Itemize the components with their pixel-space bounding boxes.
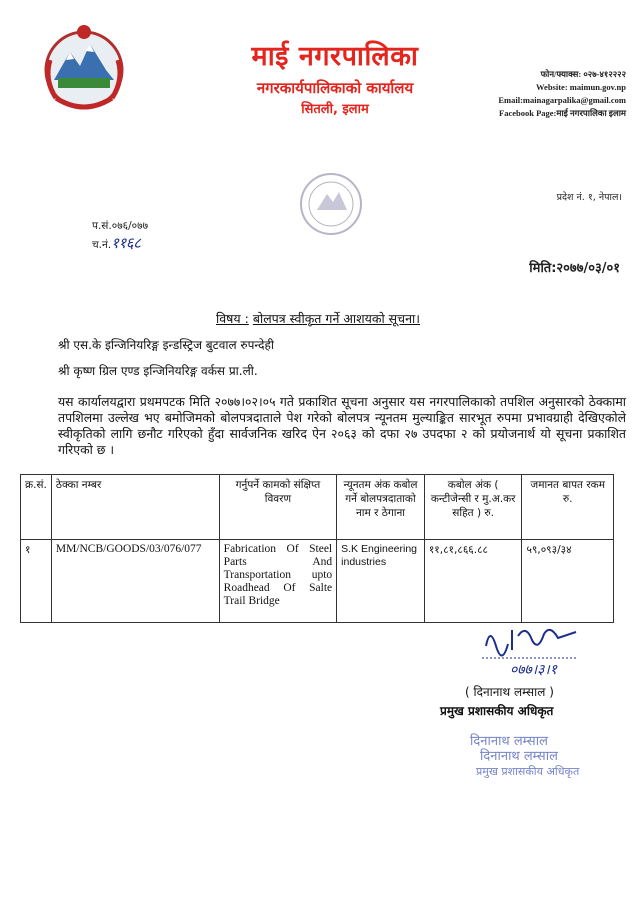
col-header-bid-amount: कबोल अंक ( कन्टीजेन्सी र मु.अ.कर सहित ) रु. <box>424 475 522 540</box>
addressee-2: श्री कृष्ण ग्रिल एण्ड इन्जिनियरिङ्ग वर्कस प्रा.ली. <box>58 364 258 378</box>
contact-block <box>476 68 626 120</box>
col-header-description: गर्नुपर्ने कामको संक्षिप्त विवरण <box>219 475 336 540</box>
cell-sn: १ <box>21 540 52 623</box>
table-row <box>21 540 614 623</box>
notice-body: यस कार्यालयद्वारा प्रथमपटक मिति २०७७।०२।०५ गते प्रकाशित सूचना अनुसार यस नगरपालिकाको तपशिल अनुसारको ठेक्कामा तपशिलमा उल्लेख भए बमोजिमको बोलपत्रदाताले पेश गरेको बोलपत्र न्यूनतम मुल्याङ्कित सारभूत रुपमा प्रभावग्राही देखिएकोले स्वीकृतिको लागि छनौट गरिएको हुँदा सार्वजनिक खरिद ऐन २०६३ को दफा २७ उपदफा २ को प्रयोजनार्थ यो सूचना प्रकाशित गरिएको छ । <box>58 394 626 457</box>
official-name-stamp <box>470 734 579 779</box>
addressee-1: श्री एस.के इन्जिनियरिङ्ग इन्डस्ट्रिज बुटवाल रुपन्देही <box>58 338 274 352</box>
cell-description: Fabrication Of Steel Parts And Transportation upto Roadhead Of Salte Trail Bridge <box>219 540 336 623</box>
contact-facebook: Facebook Page:माई नगरपालिका इलाम <box>499 108 626 118</box>
stamp-line-1: दिनानाथ लम्साल <box>470 734 548 749</box>
stamp-line-2: दिनानाथ लम्साल <box>480 749 558 764</box>
signatory-title: प्रमुख प्रशासकीय अधिकृत <box>440 704 554 718</box>
office-name: नगरकार्यपालिकाको कार्यालय <box>256 79 414 97</box>
table-header-row <box>21 475 614 540</box>
municipality-name: माई नगरपालिका <box>251 41 419 72</box>
cell-security: ५९,०९३/३४ <box>522 540 614 623</box>
chalani-number <box>92 235 148 254</box>
subject-text: बोलपत्र स्वीकृत गर्ने आशयको सूचना। <box>252 311 420 326</box>
nepal-government-emblem-icon <box>36 20 132 116</box>
col-header-bidder: न्यूनतम अंक कबोल गर्ने बोलपत्रदाताको नाम र ठेगाना <box>337 475 425 540</box>
cell-bidder: S.K Engineering industries <box>337 540 425 623</box>
cell-contract-no: MM/NCB/GOODS/03/076/077 <box>51 540 219 623</box>
letter-date: मिति:२०७७/०३/०१ <box>529 261 620 276</box>
office-location: सितली, इलाम <box>301 102 369 117</box>
subject-line <box>0 310 636 327</box>
province-label: प्रदेश नं. १, नेपाल। <box>556 192 622 203</box>
subject-label: विषय : <box>215 311 249 326</box>
signatory-name: ( दिनानाथ लम्साल ) <box>465 685 554 699</box>
chalani-label: च.नं. <box>92 239 112 251</box>
contact-email: Email:mainagarpalika@gmail.com <box>498 95 626 105</box>
col-header-security: जमानत बापत रकम रु. <box>522 475 614 540</box>
contact-website: Website: maimun.gov.np <box>536 82 626 92</box>
letterhead <box>220 40 450 120</box>
bid-table <box>20 474 614 623</box>
cell-bid-amount: ११,८१,८६६.८८ <box>424 540 522 623</box>
faint-office-stamp-icon <box>295 168 367 240</box>
col-header-sn: क्र.सं. <box>21 475 52 540</box>
stamp-line-3: प्रमुख प्रशासकीय अधिकृत <box>476 765 580 778</box>
contact-phone: फोन/फ्याक्स: ०२७-४१२२२२ <box>540 69 626 79</box>
signature-date: ०७७।३।१ <box>510 662 558 678</box>
reference-block <box>92 218 148 254</box>
patra-sankhya: प.सं.०७६/०७७ <box>92 220 149 232</box>
chalani-value: ११६८ <box>111 234 141 252</box>
col-header-contract-no: ठेक्का नम्बर <box>51 475 219 540</box>
